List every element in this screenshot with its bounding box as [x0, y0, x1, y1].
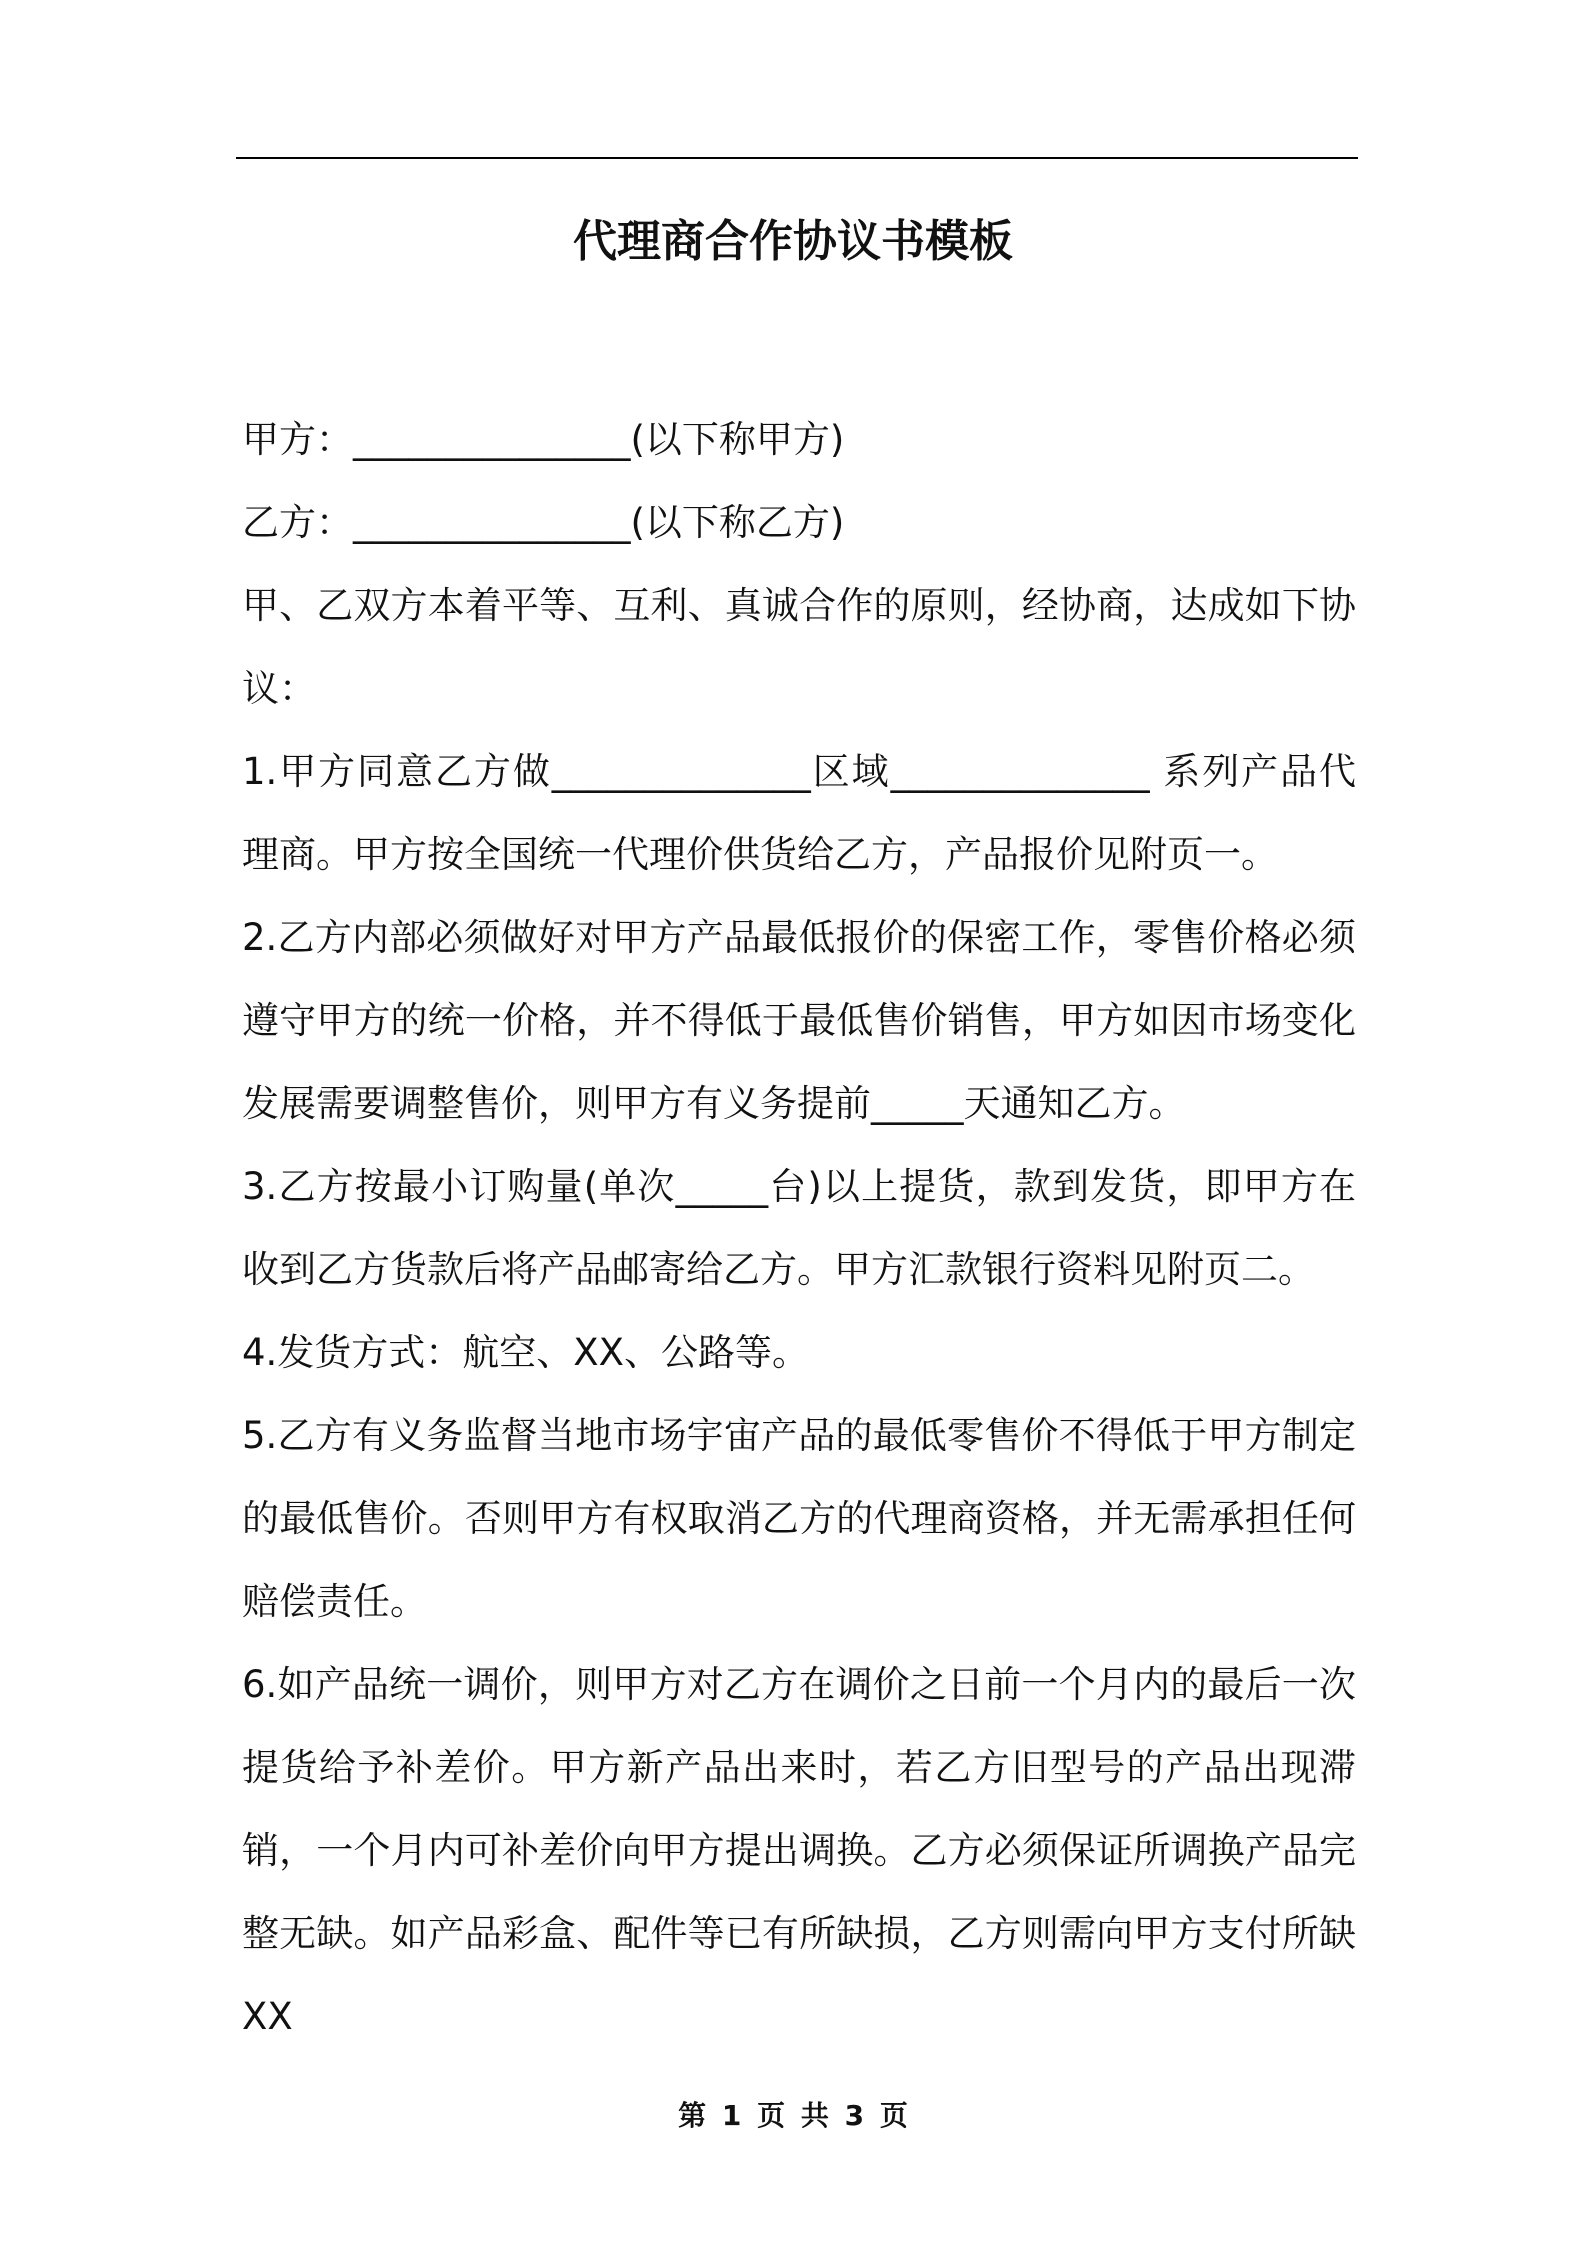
page-number: 第 1 页 共 3 页	[678, 2099, 908, 2132]
party-a-line: 甲方：_______________(以下称甲方)	[242, 418, 845, 461]
document-title: 代理商合作协议书模板	[573, 216, 1013, 267]
clause-4: 4.发货方式：航空、XX、公路等。	[242, 1331, 809, 1374]
clause-6: 6.如产品统一调价，则甲方对乙方在调价之日前一个月内的最后一次提货给予补差价。甲方新产品出来时，若乙方旧型号的产品出现滞销，一个月内可补差价向甲方提出调换。乙方必须保证所调换产品完整无缺。如产品彩盒、配件等已有所缺损，乙方则需向甲方支付所缺 XX	[242, 1663, 1356, 2038]
clause-3: 3.乙方按最小订购量(单次_____台)以上提货，款到发货，即甲方在收到乙方货款后将产品邮寄给乙方。甲方汇款银行资料见附页二。	[242, 1165, 1356, 1291]
document-body	[242, 398, 1356, 2058]
clause-1: 1.甲方同意乙方做______________区域______________ 系列产品代理商。甲方按全国统一代理价供货给乙方，产品报价见附页一。	[242, 750, 1356, 876]
clause-2: 2.乙方内部必须做好对甲方产品最低报价的保密工作，零售价格必须遵守甲方的统一价格，并不得低于最低售价销售，甲方如因市场变化发展需要调整售价，则甲方有义务提前_____天通知乙方。	[242, 916, 1356, 1125]
party-b-line: 乙方：_______________(以下称乙方)	[242, 501, 845, 544]
header-divider	[236, 157, 1358, 159]
clause-5: 5.乙方有义务监督当地市场宇宙产品的最低零售价不得低于甲方制定的最低售价。否则甲方有权取消乙方的代理商资格，并无需承担任何赔偿责任。	[242, 1414, 1356, 1623]
preamble-paragraph: 甲、乙双方本着平等、互利、真诚合作的原则，经协商，达成如下协议：	[242, 584, 1356, 710]
